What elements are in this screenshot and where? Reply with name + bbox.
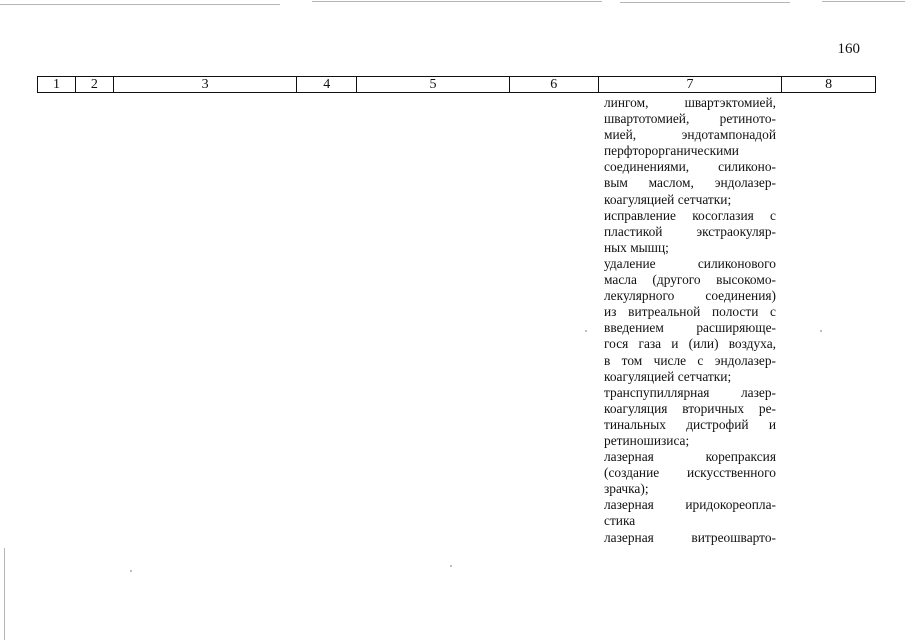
table-header-row (37, 76, 876, 93)
column-7-text-line: лазерная корепраксия (604, 449, 776, 465)
column-7-text-line: масла (другого высокомо- (604, 272, 776, 288)
column-7-text-line: (создание искусственного (604, 465, 776, 481)
column-7-text-line: из витреальной полости с (604, 304, 776, 320)
scan-speck (130, 570, 132, 572)
column-7-text-line: лазерная иридокореопла- (604, 497, 776, 513)
header-cell-4: 4 (297, 77, 357, 92)
header-cell-8: 8 (825, 77, 833, 92)
column-7-text-line: перфторорганическими (604, 143, 739, 159)
column-7-text-line: в том числе с эндолазер- (604, 352, 776, 368)
column-7-text-line: зрачка); (604, 481, 649, 497)
column-7-text-line: гося газа и (или) воздуха, (604, 336, 776, 352)
column-7-text-line: соединениями, силиконо- (604, 159, 776, 175)
column-7-text-line: транспупиллярная лазер- (604, 384, 776, 400)
column-7-text-line: лингом, швартэктомией, (604, 95, 776, 110)
column-7-text-line: тинальных дистрофий и (604, 416, 776, 432)
header-cell-5: 5 (357, 77, 510, 92)
scan-artifact-line (0, 4, 280, 5)
scan-speck (585, 330, 587, 332)
column-7-text (604, 95, 776, 546)
scan-artifact-line (822, 1, 905, 2)
header-cell-6: 6 (510, 77, 599, 92)
column-7-text-line: пластикой экстраокуляр- (604, 223, 776, 239)
header-cell-7: 7 (599, 77, 783, 92)
scan-speck (450, 565, 452, 567)
column-7-text-line: ретиношизиса; (604, 432, 690, 448)
column-7-text-line: лекулярного соединения) (604, 288, 776, 304)
scan-speck (820, 330, 822, 332)
column-7-text-line: ных мышц; (604, 239, 669, 255)
column-7-text-line: лазерная витреошварто- (604, 529, 776, 545)
column-7-text-line: коагуляцией сетчатки; (604, 368, 732, 384)
scan-artifact-line (4, 548, 5, 640)
column-7-text-line: мией, эндотампонадой (604, 127, 776, 143)
header-cell-2: 2 (76, 77, 114, 92)
column-7-text-line: введением расширяюще- (604, 320, 776, 336)
page-number: 160 (837, 41, 860, 57)
column-7-text-line: коагуляция вторичных ре- (604, 400, 776, 416)
column-7-text-line: швартотомией, ретинoто- (604, 111, 776, 127)
column-7-text-line: коагуляцией сетчатки; (604, 191, 732, 207)
column-7-text-line: удаление силиконового (604, 255, 776, 271)
column-7-text-line: вым маслом, эндолазер- (604, 175, 776, 191)
scan-artifact-line (312, 1, 602, 2)
column-7-text-line: исправление косоглазия с (604, 207, 776, 223)
column-7-text-line: стика (604, 513, 636, 529)
scan-artifact-line (620, 2, 790, 3)
header-cell-3: 3 (114, 77, 298, 92)
header-cell-1: 1 (38, 77, 76, 92)
